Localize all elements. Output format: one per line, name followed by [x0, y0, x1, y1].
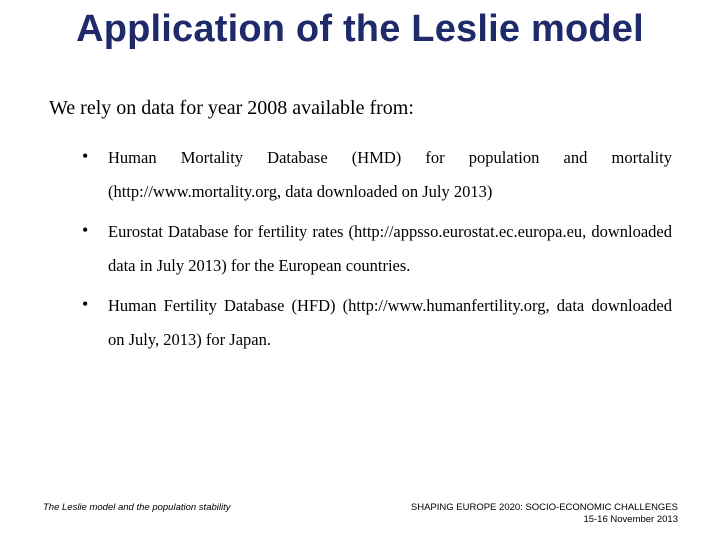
bullet-item [82, 289, 672, 357]
bullet-item [82, 141, 672, 209]
footer-presentation-title: The Leslie model and the population stability [43, 502, 231, 513]
bullet-icon: • [82, 294, 89, 314]
footer-conference [411, 502, 678, 526]
footer-conference-date: 15-16 November 2013 [583, 514, 678, 525]
bullet-icon: • [82, 220, 89, 240]
bullet-list [82, 141, 672, 363]
bullet-text: Eurostat Database for fertility rates (http://appsso.eurostat.ec.europa.eu, downloaded data in July 2013) for the European countries. [108, 222, 672, 275]
bullet-text: Human Mortality Database (HMD) for population and mortality (http://www.mortality.org, data downloaded on July 2013) [108, 148, 672, 201]
intro-text: We rely on data for year 2008 available from: [49, 97, 414, 119]
bullet-item [82, 215, 672, 283]
footer-conference-name: SHAPING EUROPE 2020: SOCIO-ECONOMIC CHALLENGES [410, 502, 678, 513]
slide-title: Application of the Leslie model [76, 8, 644, 50]
bullet-text: Human Fertility Database (HFD) (http://www.humanfertility.org, data downloaded on July, 2013) for Japan. [108, 296, 672, 349]
bullet-icon: • [82, 146, 89, 166]
